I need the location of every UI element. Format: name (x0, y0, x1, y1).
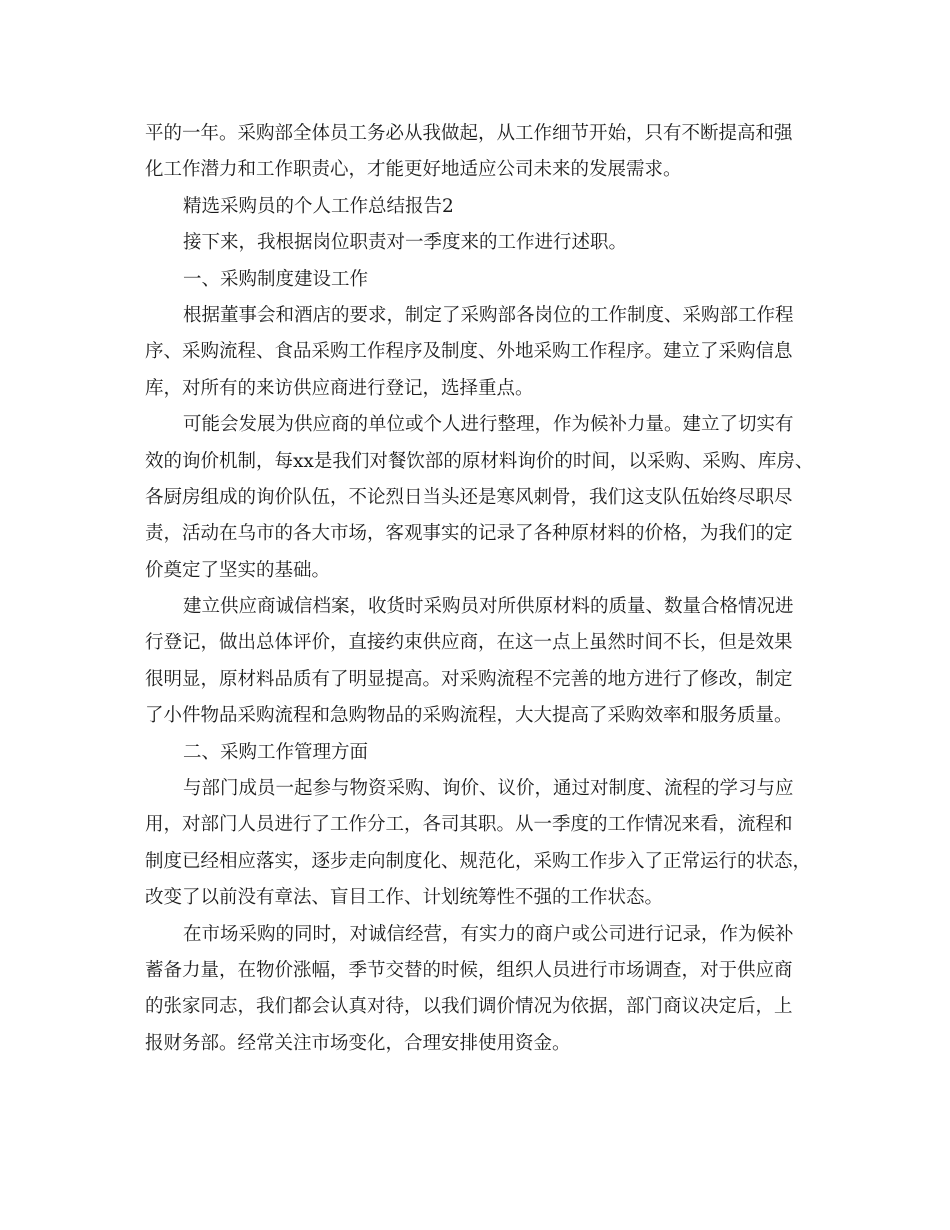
paragraph-line-indented: 一、采购制度建设工作 (183, 268, 369, 290)
paragraph-line-indented: 与部门成员一起参与物资采购、询价、议价，通过对制度、流程的学习与应 (183, 778, 794, 800)
document-body (145, 116, 825, 1062)
paragraph-line: 库，对所有的来访供应商进行登记，选择重点。 (145, 377, 534, 399)
paragraph-line: 行登记，做出总体评价，直接约束供应商，在这一点上虽然时间不长，但是效果 (145, 632, 793, 654)
paragraph-line: 改变了以前没有章法、盲目工作、计划统筹性不强的工作状态。 (145, 887, 664, 909)
paragraph-line: 平的一年。采购部全体员工务必从我做起，从工作细节开始，只有不断提高和强 (145, 123, 793, 144)
paragraph-line: 的张家同志，我们都会认真对待，以我们调价情况为依据，部门商议决定后，上 (145, 996, 793, 1018)
paragraph-line: 化工作潜力和工作职责心，才能更好地适应公司未来的发展需求。 (145, 159, 682, 181)
paragraph-line: 制度已经相应落实，逐步走向制度化、规范化，采购工作步入了正常运行的状态， (145, 850, 812, 872)
paragraph-line: 序、采购流程、食品采购工作程序及制度、外地采购工作程序。建立了采购信息 (145, 341, 793, 363)
paragraph-line-indented: 接下来，我根据岗位职责对一季度来的工作进行述职。 (183, 232, 628, 254)
paragraph-line-indented: 在市场采购的同时，对诚信经营，有实力的商户或公司进行记录，作为候补 (183, 923, 794, 945)
paragraph-line-indented: 建立供应商诚信档案，收货时采购员对所供原材料的质量、数量合格情况进 (183, 596, 794, 618)
paragraph-line: 了小件物品采购流程和急购物品的采购流程，大大提高了采购效率和服务质量。 (145, 705, 793, 727)
paragraph-line-indented: 可能会发展为供应商的单位或个人进行整理，作为候补力量。建立了切实有 (183, 414, 794, 436)
paragraph-line-indented: 二、采购工作管理方面 (183, 741, 369, 763)
paragraph-line: 各厨房组成的询价队伍，不论烈日当头还是寒风刺骨，我们这支队伍始终尽职尽 (145, 486, 793, 508)
paragraph-line: 报财务部。经常关注市场变化，合理安排使用资金。 (145, 1032, 571, 1054)
paragraph-line: 责，活动在乌市的各大市场，客观事实的记录了各种原材料的价格，为我们的定 (145, 523, 793, 545)
paragraph-line: 用，对部门人员进行了工作分工，各司其职。从一季度的工作情况来看，流程和 (145, 814, 793, 836)
paragraph-line: 很明显，原材料品质有了明显提高。对采购流程不完善的地方进行了修改，制定 (145, 668, 793, 690)
paragraph-line-indented: 根据董事会和酒店的要求，制定了采购部各岗位的工作制度、采购部工作程 (183, 304, 794, 326)
paragraph-line: 效的询价机制，每xx是我们对餐饮部的原材料询价的时间，以采购、采购、库房、 (145, 450, 814, 472)
paragraph-line: 价奠定了坚实的基础。 (145, 559, 331, 581)
paragraph-line-indented: 精选采购员的个人工作总结报告2 (183, 195, 454, 217)
paragraph-line: 蓄备力量，在物价涨幅，季节交替的时候，组织人员进行市场调查，对于供应商 (145, 959, 793, 981)
